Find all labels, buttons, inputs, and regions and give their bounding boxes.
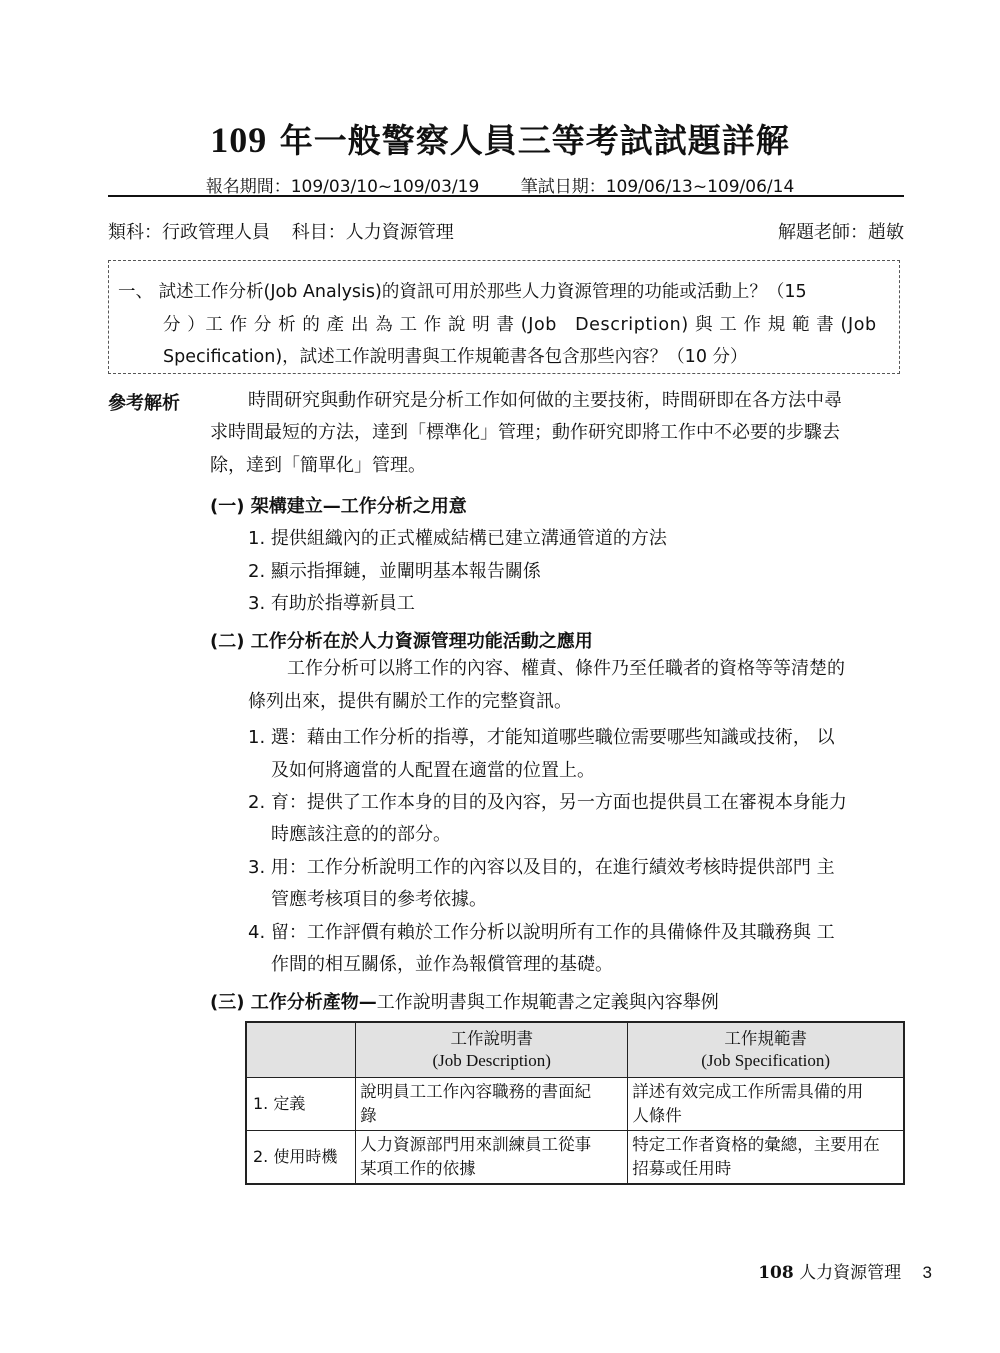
table-corner-cell [246,1022,356,1078]
section-1-item: 1. 提供組織內的正式權威結構已建立溝通管道的方法 [248,528,667,549]
table-row [246,1131,904,1185]
cell-line: 說明員工工作內容職務的書面紀 [360,1082,592,1101]
cell-line: 人力資源部門用來訓練員工從事 [360,1135,592,1154]
section-2-para-1: 工作分析可以將工作的內容、權責、條件乃至任職者的資格等等清楚的 [287,658,845,679]
teacher: 解題老師：趙敏 [778,222,904,243]
page-footer [758,1258,932,1283]
page-number: 3 [922,1263,932,1282]
question-line-2: 分 ）工 作 分 析 的 產 出 為 工 作 說 明 書 (Job Description) 與 工 作 規 範 書 (Job [163,315,877,335]
table-cell [356,1131,628,1185]
table-header-row [246,1022,904,1078]
header-zh: 工作說明書 [450,1029,533,1048]
footer-subject: 人力資源管理 [799,1263,902,1283]
section-3-heading [210,988,719,1014]
section-2-item: 3. 用：工作分析說明工作的內容以及目的，在進行績效考核時提供部門 主 [248,857,835,878]
category: 類科：行政管理人員 [108,222,270,243]
cell-line: 人條件 [632,1106,682,1125]
cell-line: 某項工作的依據 [360,1159,476,1178]
exam-date: 筆試日期：109/06/13~109/06/14 [520,177,795,197]
intro-line-1: 時間研究與動作研究是分析工作如何做的主要技術，時間研即在各方法中尋 [248,390,842,411]
section-1-heading: (一) 架構建立—工作分析之用意 [210,496,467,517]
meta-info [108,218,454,244]
cell-line: 特定工作者資格的彙總，主要用在 [632,1135,880,1154]
section-2-item-cont: 管應考核項目的參考依據。 [271,889,487,910]
cell-line: 錄 [360,1106,377,1125]
row-label: 1. 定義 [246,1078,356,1131]
title-year: 109 [210,120,268,160]
exam-dates [0,172,1000,197]
row-label: 2. 使用時機 [246,1131,356,1185]
section-2-heading: (二) 工作分析在於人力資源管理功能活動之應用 [210,631,593,652]
header-en: (Job Description) [432,1051,551,1070]
section-2-item: 1. 選：藉由工作分析的指導，才能知道哪些職位需要哪些知識或技術， 以 [248,727,835,748]
cell-line: 招募或任用時 [632,1159,732,1178]
intro-line-2: 求時間最短的方法，達到「標準化」管理；動作研究即將工作中不必要的步驟去 [210,422,840,443]
registration-period: 報名期間：109/03/10~109/03/19 [205,177,480,197]
section-2-item-cont: 時應該注意的的部分。 [271,824,451,845]
section-3-heading-rest: 工作說明書與工作規範書之定義與內容舉例 [376,992,719,1013]
section-2-para-2: 條列出來，提供有關於工作的完整資訊。 [248,691,572,712]
section-2-item: 2. 育：提供了工作本身的目的及內容，另一方面也提供員工在審視本身能力 [248,792,847,813]
title-text: 年一般警察人員三等考試試題詳解 [279,121,790,160]
table-header-job-description [356,1022,628,1078]
intro-line-3: 除，達到「簡單化」管理。 [210,455,426,476]
answer-label: 參考解析 [108,393,180,414]
table-row [246,1078,904,1131]
footer-book-number: 108 [758,1263,794,1283]
subject: 科目：人力資源管理 [291,222,454,243]
page-title [0,115,1000,162]
table-cell [356,1078,628,1131]
section-2-item: 4. 留：工作評價有賴於工作分析以說明所有工作的具備條件及其職務與 工 [248,922,835,943]
cell-line: 詳述有效完成工作所需具備的用 [632,1082,864,1101]
table-header-job-specification [628,1022,904,1078]
header-zh: 工作規範書 [724,1029,807,1048]
section-1-item: 3. 有助於指導新員工 [248,593,415,614]
table-cell [628,1078,904,1131]
section-2-item-cont: 及如何將適當的人配置在適當的位置上。 [271,760,595,781]
section-3-heading-bold: (三) 工作分析產物— [210,992,377,1013]
table-cell [628,1131,904,1185]
question-line-1: 一、 試述工作分析(Job Analysis)的資訊可用於那些人力資源管理的功能或活動上？（15 [118,282,807,302]
question-line-3: Specification)，試述工作說明書與工作規範書各包含那些內容？（10 分） [163,347,748,367]
header-en: (Job Specification) [701,1051,831,1070]
header-divider [108,195,904,197]
section-1-item: 2. 顯示指揮鏈，並闡明基本報告關係 [248,561,541,582]
section-2-item-cont: 作間的相互關係，並作為報償管理的基礎。 [271,954,613,975]
comparison-table [245,1021,905,1185]
